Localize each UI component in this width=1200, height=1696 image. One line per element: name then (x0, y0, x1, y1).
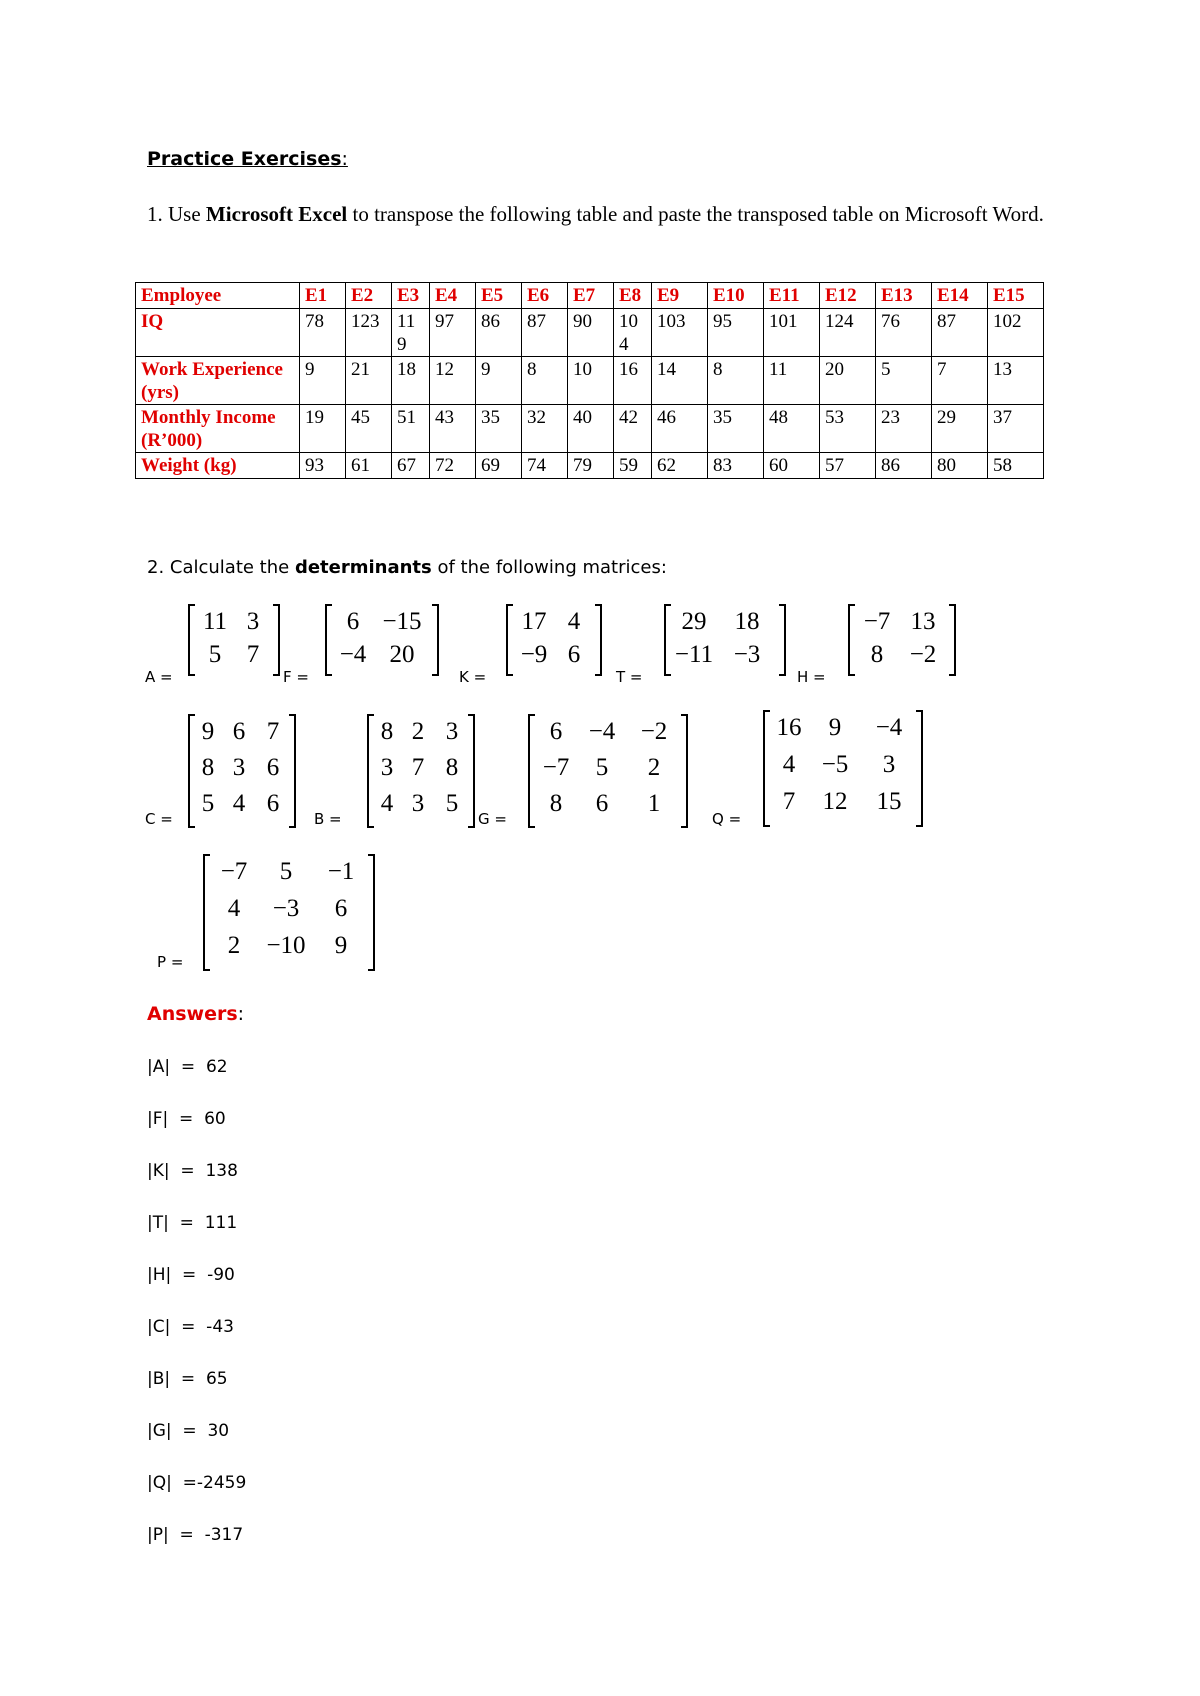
matrix-cell: 3 (232, 754, 246, 781)
matrix-cell: −15 (382, 608, 422, 635)
table-header-cell: E14 (932, 283, 988, 309)
table-row-label: Monthly Income (R’000) (136, 405, 300, 453)
page-heading: Practice Exercises: (147, 148, 348, 170)
table-cell: 123 (346, 309, 392, 357)
table-cell: 76 (876, 309, 932, 357)
matrix-cell: 5 (201, 790, 215, 817)
table-cell: 10 (568, 357, 614, 405)
table-cell: 103 (652, 309, 708, 357)
answers-title: Answers: (147, 1003, 245, 1025)
table-cell: 80 (932, 453, 988, 479)
matrix-q-label: Q = (712, 810, 742, 828)
matrix-k (506, 604, 602, 676)
matrix-h-label: H = (797, 668, 826, 686)
table-cell: 32 (522, 405, 568, 453)
table-cell: 11 (764, 357, 820, 405)
matrix-cell: 4 (380, 790, 394, 817)
left-bracket (848, 604, 855, 676)
matrix-cell: −5 (821, 751, 849, 778)
table-cell: 35 (476, 405, 522, 453)
table-cell: 48 (764, 405, 820, 453)
matrix-cell: 8 (549, 790, 563, 817)
matrix-t-label: T = (616, 668, 643, 686)
employee-table (135, 282, 1044, 479)
matrix-q (763, 710, 923, 827)
table-cell: 29 (932, 405, 988, 453)
table-cell: 9 (300, 357, 346, 405)
matrix-cell: 12 (822, 788, 848, 815)
matrix-cell: 4 (232, 790, 246, 817)
matrix-g-label: G = (478, 810, 507, 828)
right-bracket (368, 854, 375, 971)
matrix-b-label: B = (314, 810, 342, 828)
right-bracket (779, 604, 786, 676)
table-header-label: Employee (136, 283, 300, 309)
left-bracket (506, 604, 513, 676)
right-bracket (289, 714, 296, 828)
table-row-label: Weight (kg) (136, 453, 300, 479)
left-bracket (763, 710, 770, 827)
matrix-cell: −10 (266, 932, 306, 959)
table-cell: 8 (522, 357, 568, 405)
matrix-t (664, 604, 786, 676)
matrix-cell: −4 (339, 641, 367, 668)
matrix-cell: 20 (389, 641, 415, 668)
table-cell: 14 (652, 357, 708, 405)
matrix-p (203, 854, 375, 971)
table-cell: 21 (346, 357, 392, 405)
q1-prefix: 1. Use (147, 202, 206, 226)
matrix-cell: 6 (232, 718, 246, 745)
table-header-cell: E11 (764, 283, 820, 309)
matrix-g (528, 714, 688, 828)
matrix-cell: −4 (588, 718, 616, 745)
matrix-k-label: K = (459, 668, 487, 686)
table-cell: 5 (876, 357, 932, 405)
question-2 (147, 557, 667, 578)
answer-line: |F| = 60 (147, 1109, 226, 1129)
table-header-cell: E10 (708, 283, 764, 309)
table-header-cell: E4 (430, 283, 476, 309)
table-cell: 97 (430, 309, 476, 357)
table-cell: 67 (392, 453, 430, 479)
table-cell: 23 (876, 405, 932, 453)
table-row-label: IQ (136, 309, 300, 357)
table-row (136, 405, 1044, 453)
left-bracket (188, 604, 195, 676)
matrix-cell: 6 (549, 718, 563, 745)
table-cell: 37 (988, 405, 1044, 453)
matrix-cell: 5 (279, 858, 293, 885)
table-cell: 20 (820, 357, 876, 405)
answer-line: |H| = -90 (147, 1265, 235, 1285)
matrix-a (188, 604, 280, 676)
table-cell: 86 (476, 309, 522, 357)
table-cell: 101 (764, 309, 820, 357)
table-cell: 43 (430, 405, 476, 453)
matrix-cell: 15 (876, 788, 902, 815)
matrix-cell: −7 (220, 858, 248, 885)
matrix-cell: 6 (567, 641, 581, 668)
table-cell: 45 (346, 405, 392, 453)
answer-line: |G| = 30 (147, 1421, 230, 1441)
table-row (136, 309, 1044, 357)
matrix-h (848, 604, 956, 676)
matrix-cell: −2 (640, 718, 668, 745)
matrix-cell: 2 (227, 932, 241, 959)
table-cell: 51 (392, 405, 430, 453)
table-cell: 95 (708, 309, 764, 357)
table-cell: 35 (708, 405, 764, 453)
table-cell: 87 (932, 309, 988, 357)
matrix-cell: −7 (863, 608, 891, 635)
matrix-cell: −4 (875, 714, 903, 741)
table-cell: 78 (300, 309, 346, 357)
answer-line: |P| = -317 (147, 1525, 244, 1545)
table-cell: 19 (300, 405, 346, 453)
table-cell: 62 (652, 453, 708, 479)
table-header-cell: E12 (820, 283, 876, 309)
matrix-c-label: C = (145, 810, 173, 828)
answer-line: |A| = 62 (147, 1057, 228, 1077)
matrix-cell: 5 (445, 790, 459, 817)
table-header-cell: E15 (988, 283, 1044, 309)
table-header-cell: E7 (568, 283, 614, 309)
matrix-cell: 18 (734, 608, 760, 635)
table-cell: 11 9 (392, 309, 430, 357)
matrix-f (325, 604, 439, 676)
matrix-cell: 6 (266, 754, 280, 781)
matrix-cell: 6 (346, 608, 360, 635)
matrix-cell: 9 (334, 932, 348, 959)
matrix-cell: 4 (227, 895, 241, 922)
table-cell: 40 (568, 405, 614, 453)
right-bracket (949, 604, 956, 676)
table-header-cell: E13 (876, 283, 932, 309)
table-cell: 93 (300, 453, 346, 479)
table-cell: 42 (614, 405, 652, 453)
matrix-cell: −3 (272, 895, 300, 922)
left-bracket (325, 604, 332, 676)
answer-line: |Q| =-2459 (147, 1473, 247, 1493)
matrix-cell: 3 (445, 718, 459, 745)
table-cell: 9 (476, 357, 522, 405)
matrix-cell: 2 (647, 754, 661, 781)
matrix-cell: 29 (681, 608, 707, 635)
table-cell: 60 (764, 453, 820, 479)
answer-line: |K| = 138 (147, 1161, 238, 1181)
right-bracket (595, 604, 602, 676)
matrix-cell: 6 (595, 790, 609, 817)
matrix-cell: −7 (542, 754, 570, 781)
right-bracket (468, 714, 475, 828)
table-cell: 69 (476, 453, 522, 479)
table-cell: 59 (614, 453, 652, 479)
table-header-cell: E3 (392, 283, 430, 309)
matrix-cell: 3 (882, 751, 896, 778)
table-cell: 74 (522, 453, 568, 479)
table-cell: 57 (820, 453, 876, 479)
matrix-cell: 5 (208, 641, 222, 668)
answer-line: |C| = -43 (147, 1317, 234, 1337)
right-bracket (273, 604, 280, 676)
table-cell: 10 4 (614, 309, 652, 357)
matrix-cell: −9 (520, 641, 548, 668)
left-bracket (528, 714, 535, 828)
table-row (136, 357, 1044, 405)
table-header-cell: E1 (300, 283, 346, 309)
table-header-cell: E9 (652, 283, 708, 309)
matrix-cell: −1 (327, 858, 355, 885)
right-bracket (916, 710, 923, 827)
question-1 (147, 200, 1047, 229)
table-cell: 58 (988, 453, 1044, 479)
matrix-cell: 3 (246, 608, 260, 635)
matrix-cell: 3 (380, 754, 394, 781)
table-cell: 86 (876, 453, 932, 479)
matrix-cell: 8 (445, 754, 459, 781)
q1-bold: Microsoft Excel (205, 202, 348, 226)
matrix-cell: 16 (776, 714, 802, 741)
matrix-f-label: F = (283, 668, 309, 686)
matrix-cell: 7 (782, 788, 796, 815)
matrix-cell: 6 (334, 895, 348, 922)
table-cell: 8 (708, 357, 764, 405)
q1-suffix: to transpose the following table and paste the transposed table on Microsoft Word. (347, 202, 1044, 226)
matrix-cell: 8 (201, 754, 215, 781)
q2-suffix: of the following matrices: (431, 557, 667, 578)
table-cell: 87 (522, 309, 568, 357)
matrix-cell: 7 (266, 718, 280, 745)
answer-line: |T| = 111 (147, 1213, 238, 1233)
table-cell: 61 (346, 453, 392, 479)
table-cell: 16 (614, 357, 652, 405)
table-cell: 102 (988, 309, 1044, 357)
table-cell: 7 (932, 357, 988, 405)
matrix-cell: 9 (828, 714, 842, 741)
table-row-label: Work Experience (yrs) (136, 357, 300, 405)
matrix-cell: 2 (411, 718, 425, 745)
matrix-cell: 17 (521, 608, 547, 635)
table-header-cell: E2 (346, 283, 392, 309)
matrix-cell: −3 (733, 641, 761, 668)
table-row (136, 453, 1044, 479)
right-bracket (432, 604, 439, 676)
matrix-cell: 8 (380, 718, 394, 745)
matrix-cell: 4 (567, 608, 581, 635)
table-cell: 124 (820, 309, 876, 357)
matrix-cell: −11 (674, 641, 714, 668)
table-cell: 46 (652, 405, 708, 453)
matrix-p-label: P = (157, 953, 184, 971)
matrix-cell: 6 (266, 790, 280, 817)
matrix-a-label: A = (145, 668, 173, 686)
matrix-cell: 1 (647, 790, 661, 817)
table-cell: 79 (568, 453, 614, 479)
matrix-cell: 4 (782, 751, 796, 778)
left-bracket (203, 854, 210, 971)
matrix-cell: −2 (909, 641, 937, 668)
right-bracket (681, 714, 688, 828)
table-header-cell: E8 (614, 283, 652, 309)
matrix-cell: 8 (870, 641, 884, 668)
table-cell: 72 (430, 453, 476, 479)
matrix-c (188, 714, 296, 828)
table-header-cell: E6 (522, 283, 568, 309)
table-cell: 53 (820, 405, 876, 453)
matrix-cell: 9 (201, 718, 215, 745)
matrix-cell: 5 (595, 754, 609, 781)
table-cell: 90 (568, 309, 614, 357)
table-cell: 18 (392, 357, 430, 405)
matrix-cell: 7 (246, 641, 260, 668)
table-cell: 83 (708, 453, 764, 479)
answer-line: |B| = 65 (147, 1369, 228, 1389)
table-cell: 12 (430, 357, 476, 405)
q2-bold: determinants (294, 557, 432, 578)
left-bracket (664, 604, 671, 676)
table-cell: 13 (988, 357, 1044, 405)
matrix-cell: 3 (411, 790, 425, 817)
matrix-cell: 7 (411, 754, 425, 781)
table-header-cell: E5 (476, 283, 522, 309)
matrix-cell: 13 (910, 608, 936, 635)
table-header-row (136, 283, 1044, 309)
q2-prefix: 2. Calculate the (147, 557, 295, 578)
matrix-b (367, 714, 475, 828)
matrix-cell: 11 (202, 608, 228, 635)
